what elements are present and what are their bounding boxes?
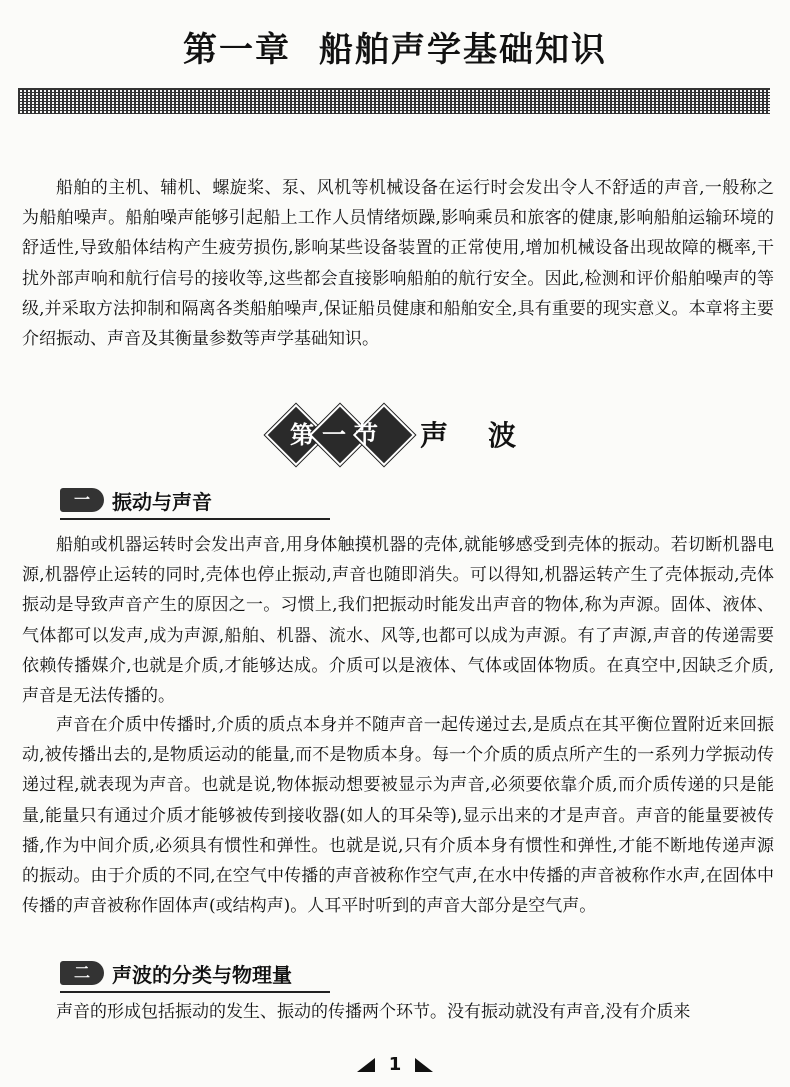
subsection-title: 振动与声音 (112, 490, 212, 514)
subsection-heading-1 (60, 484, 330, 520)
subsection-number-badge: 一 (60, 488, 104, 512)
subsection-number-badge: 二 (60, 961, 104, 985)
section-heading (0, 404, 790, 464)
page-footer (0, 1054, 790, 1075)
subsection-heading-2 (60, 957, 330, 993)
section-label: 第一节 (290, 421, 386, 449)
decorative-rule (18, 88, 770, 114)
chapter-name: 船舶声学基础知识 (319, 30, 607, 70)
subsection-title: 声波的分类与物理量 (112, 963, 292, 987)
section-label-badge (268, 407, 408, 459)
page-number: 1 (388, 1054, 402, 1075)
chapter-title (0, 22, 790, 71)
body-paragraph: 声音的形成包括振动的发生、振动的传播两个环节。没有振动就没有声音,没有介质来 (56, 1002, 691, 1022)
triangle-right-icon (415, 1058, 433, 1072)
triangle-left-icon (357, 1058, 375, 1072)
section-title: 声波 (420, 419, 557, 452)
chapter-label: 第一章 (183, 30, 291, 70)
intro-paragraph: 船舶的主机、辅机、螺旋桨、泵、风机等机械设备在运行时会发出令人不舒适的声音,一般称之为船舶噪声。船舶噪声能够引起船上工作人员情绪烦躁,影响乘员和旅客的健康,影响船舶运输环境的舒适性,导致船体结构产生疲劳损伤,影响某些设备装置的正常使用,增加机械设备出现故障的概率,干扰外部声响和航行信号的接收等,这些都会直接影响船舶的航行安全。因此,检测和评价船舶噪声的等级,并采取方法抑制和隔离各类船舶噪声,保证船员健康和船舶安全,具有重要的现实意义。本章将主要介绍振动、声音及其衡量参数等声学基础知识。 (22, 178, 774, 350)
body-paragraph: 船舶或机器运转时会发出声音,用身体触摸机器的壳体,就能够感受到壳体的振动。若切断机器电源,机器停止运转的同时,壳体也停止振动,声音也随即消失。可以得知,机器运转产生了壳体振动,壳体振动是导致声音产生的原因之一。习惯上,我们把振动时能发出声音的物体,称为声源。固体、液体、气体都可以发声,成为声源,船舶、机器、流水、风等,也都可以成为声源。有了声源,声音的传递需要依赖传播媒介,也就是介质,才能够达成。介质可以是液体、气体或固体物质。在真空中,因缺乏介质,声音是无法传播的。 (22, 535, 774, 707)
body-paragraph: 声音在介质中传播时,介质的质点本身并不随声音一起传递过去,是质点在其平衡位置附近来回振动,被传播出去的,是物质运动的能量,而不是物质本身。每一个介质的质点所产生的一系列力学振动传递过程,就表现为声音。也就是说,物体振动想要被显示为声音,必须要依靠介质,而介质传递的只是能量,能量只有通过介质才能够被传到接收器(如人的耳朵等),显示出来的才是声音。声音的能量要被传播,作为中间介质,必须具有惯性和弹性。也就是说,只有介质本身有惯性和弹性,才能不断地传递声源的振动。由于介质的不同,在空气中传播的声音被称作空气声,在水中传播的声音被称作水声,在固体中传播的声音被称作固体声(或结构声)。人耳平时听到的声音大部分是空气声。 (22, 715, 774, 917)
